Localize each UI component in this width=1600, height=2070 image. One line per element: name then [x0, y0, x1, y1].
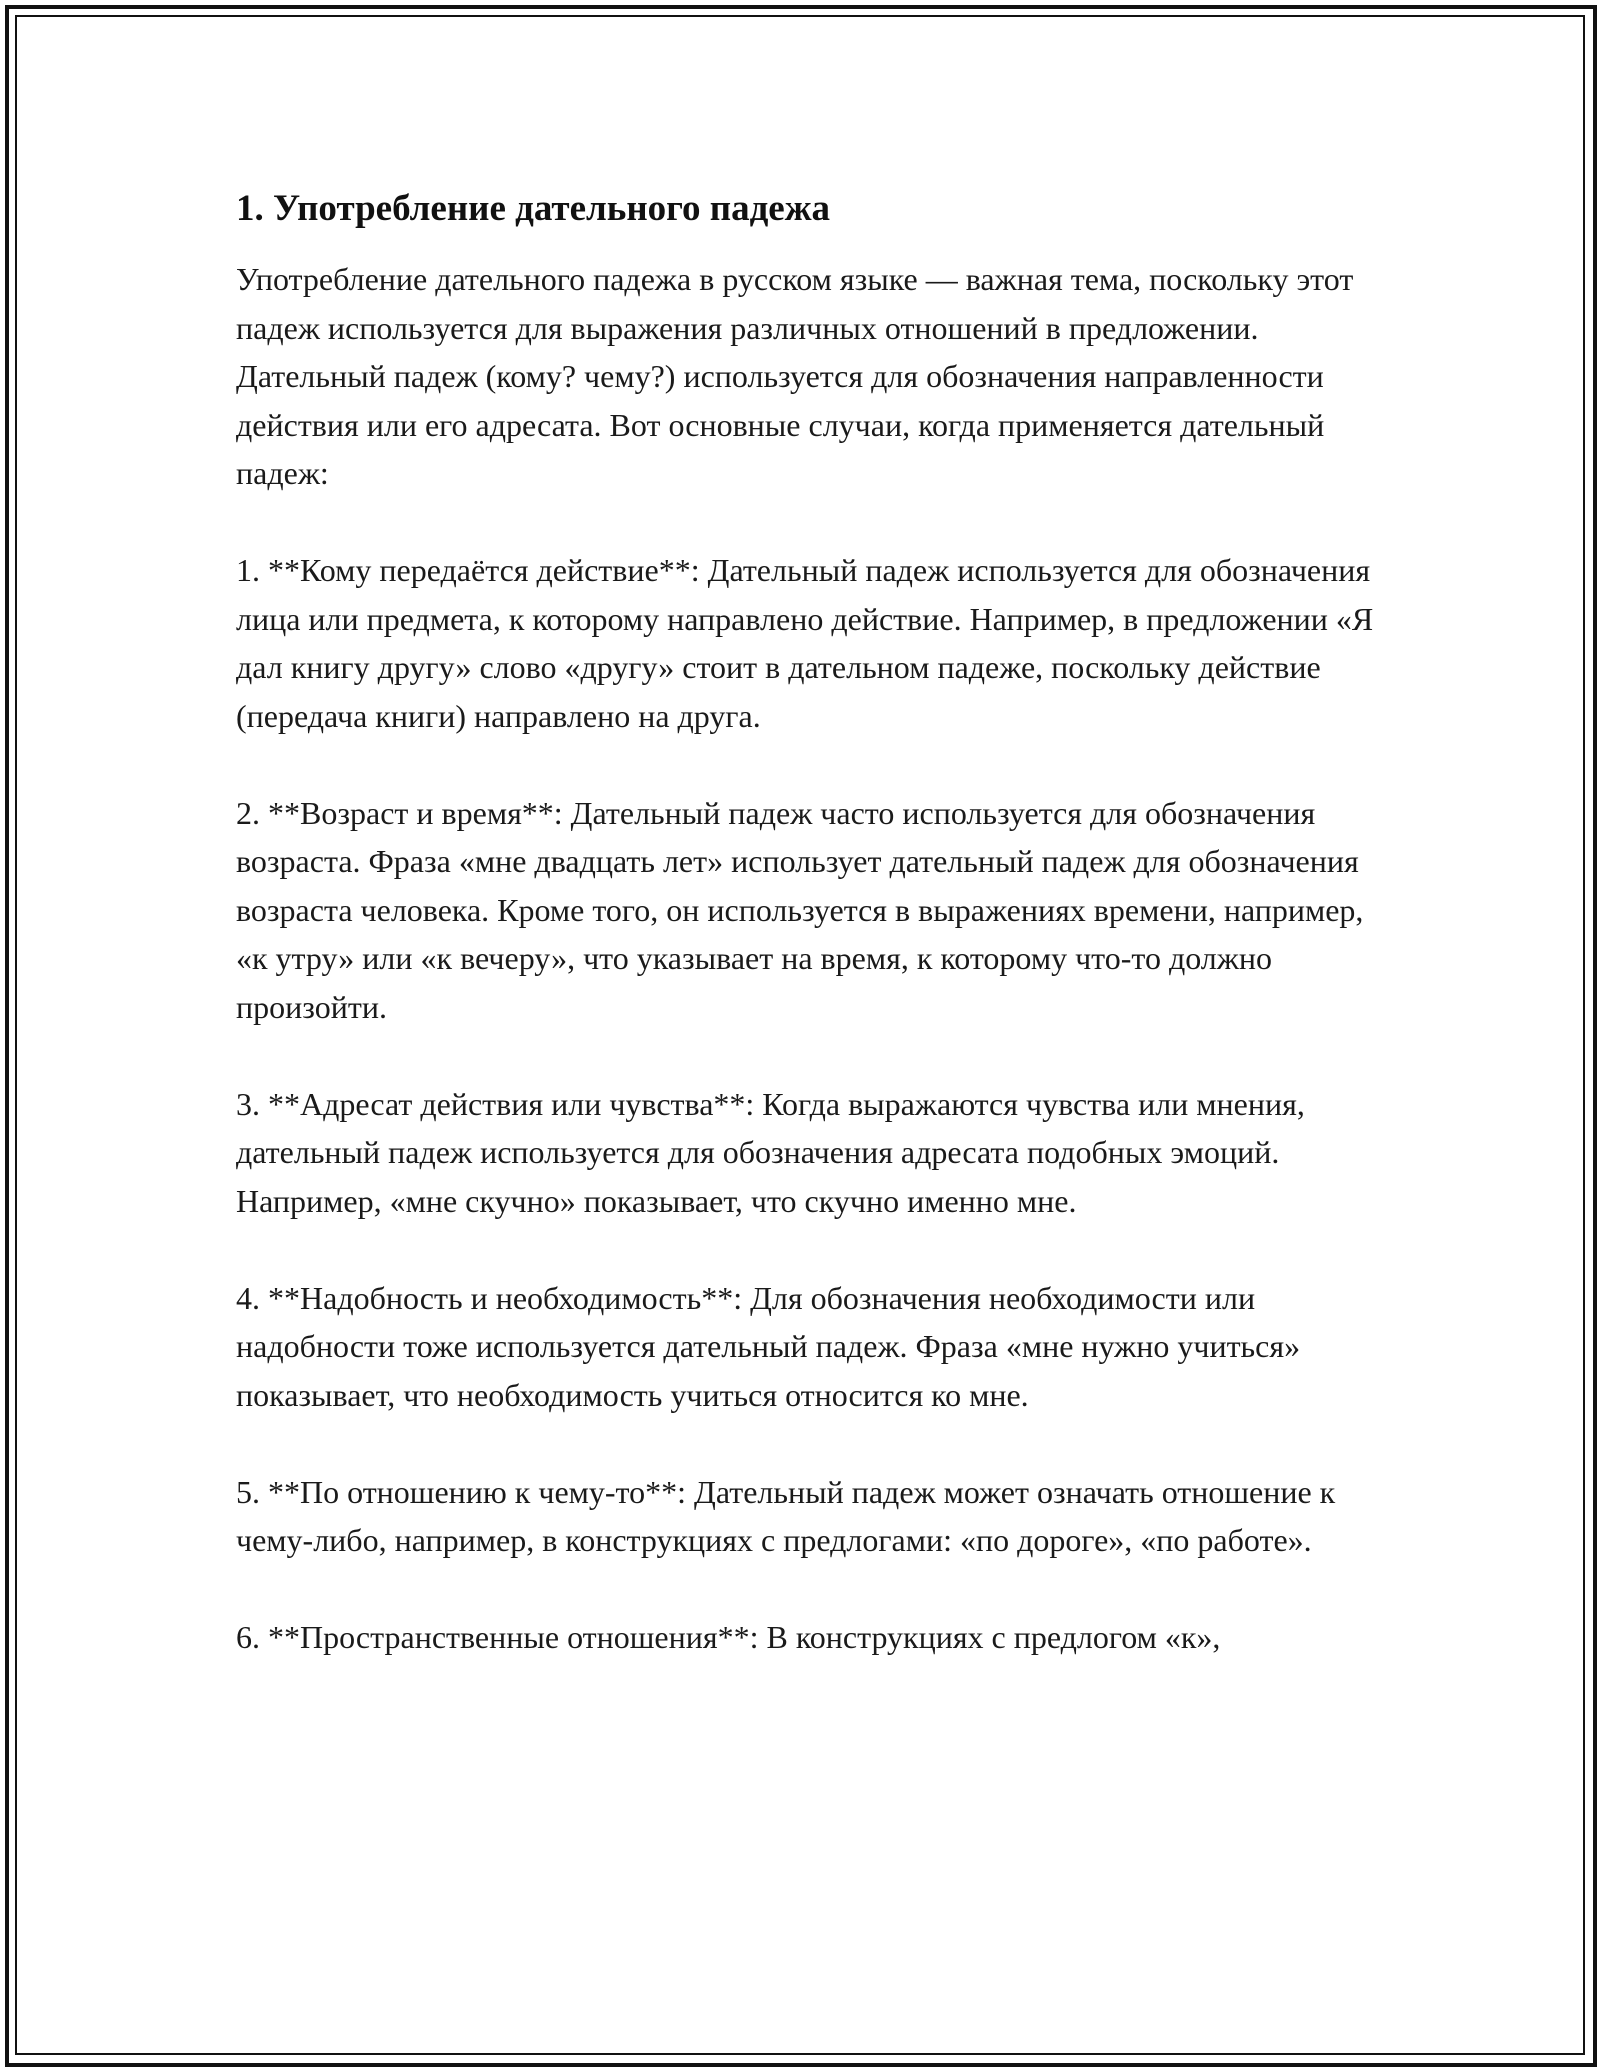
list-item-3: 3. **Адресат действия или чувства**: Когда выражаются чувства или мнения, дательный падеж используется для обозначения адресата подобных эмоций. Например, «мне скучно» показывает, что скучно именно мне.: [236, 1085, 1305, 1219]
document-body: [236, 185, 1386, 1710]
list-item-1: 1. **Кому передаётся действие**: Дательный падеж используется для обозначения лица или предмета, к которому направлено действие. Например, в предложении «Я дал книгу другу» слово «другу» стоит в дательном падеже, поскольку действие (передача книги) направлено на друга.: [236, 552, 1374, 734]
list-item-6: 6. **Пространственные отношения**: В конструкциях с предлогом «к»,: [236, 1619, 1221, 1655]
list-item-2: 2. **Возраст и время**: Дательный падеж часто используется для обозначения возраста. Фраза «мне двадцать лет» использует дательный падеж для обозначения возраста человека. Кроме того, он используется в выражениях времени, например, «к утру» или «к вечеру», что указывает на время, к которому что-то должно произойти.: [236, 794, 1364, 1025]
list-item-5: 5. **По отношению к чему-то**: Дательный падеж может означать отношение к чему-либо, например, в конструкциях с предлогами: «по дороге», «по работе».: [236, 1473, 1336, 1558]
list-item-4: 4. **Надобность и необходимость**: Для обозначения необходимости или надобности тоже используется дательный падеж. Фраза «мне нужно учиться» показывает, что необходимость учиться относится ко мне.: [236, 1279, 1301, 1413]
document-title: 1. Употребление дательного падежа: [236, 188, 831, 229]
intro-paragraph: Употребление дательного падежа в русском языке — важная тема, поскольку этот падеж используется для выражения различных отношений в предложении. Дательный падеж (кому? чему?) используется для обозначения направленности действия или его адресата. Вот основные случаи, когда применяется дательный падеж:: [236, 261, 1354, 491]
